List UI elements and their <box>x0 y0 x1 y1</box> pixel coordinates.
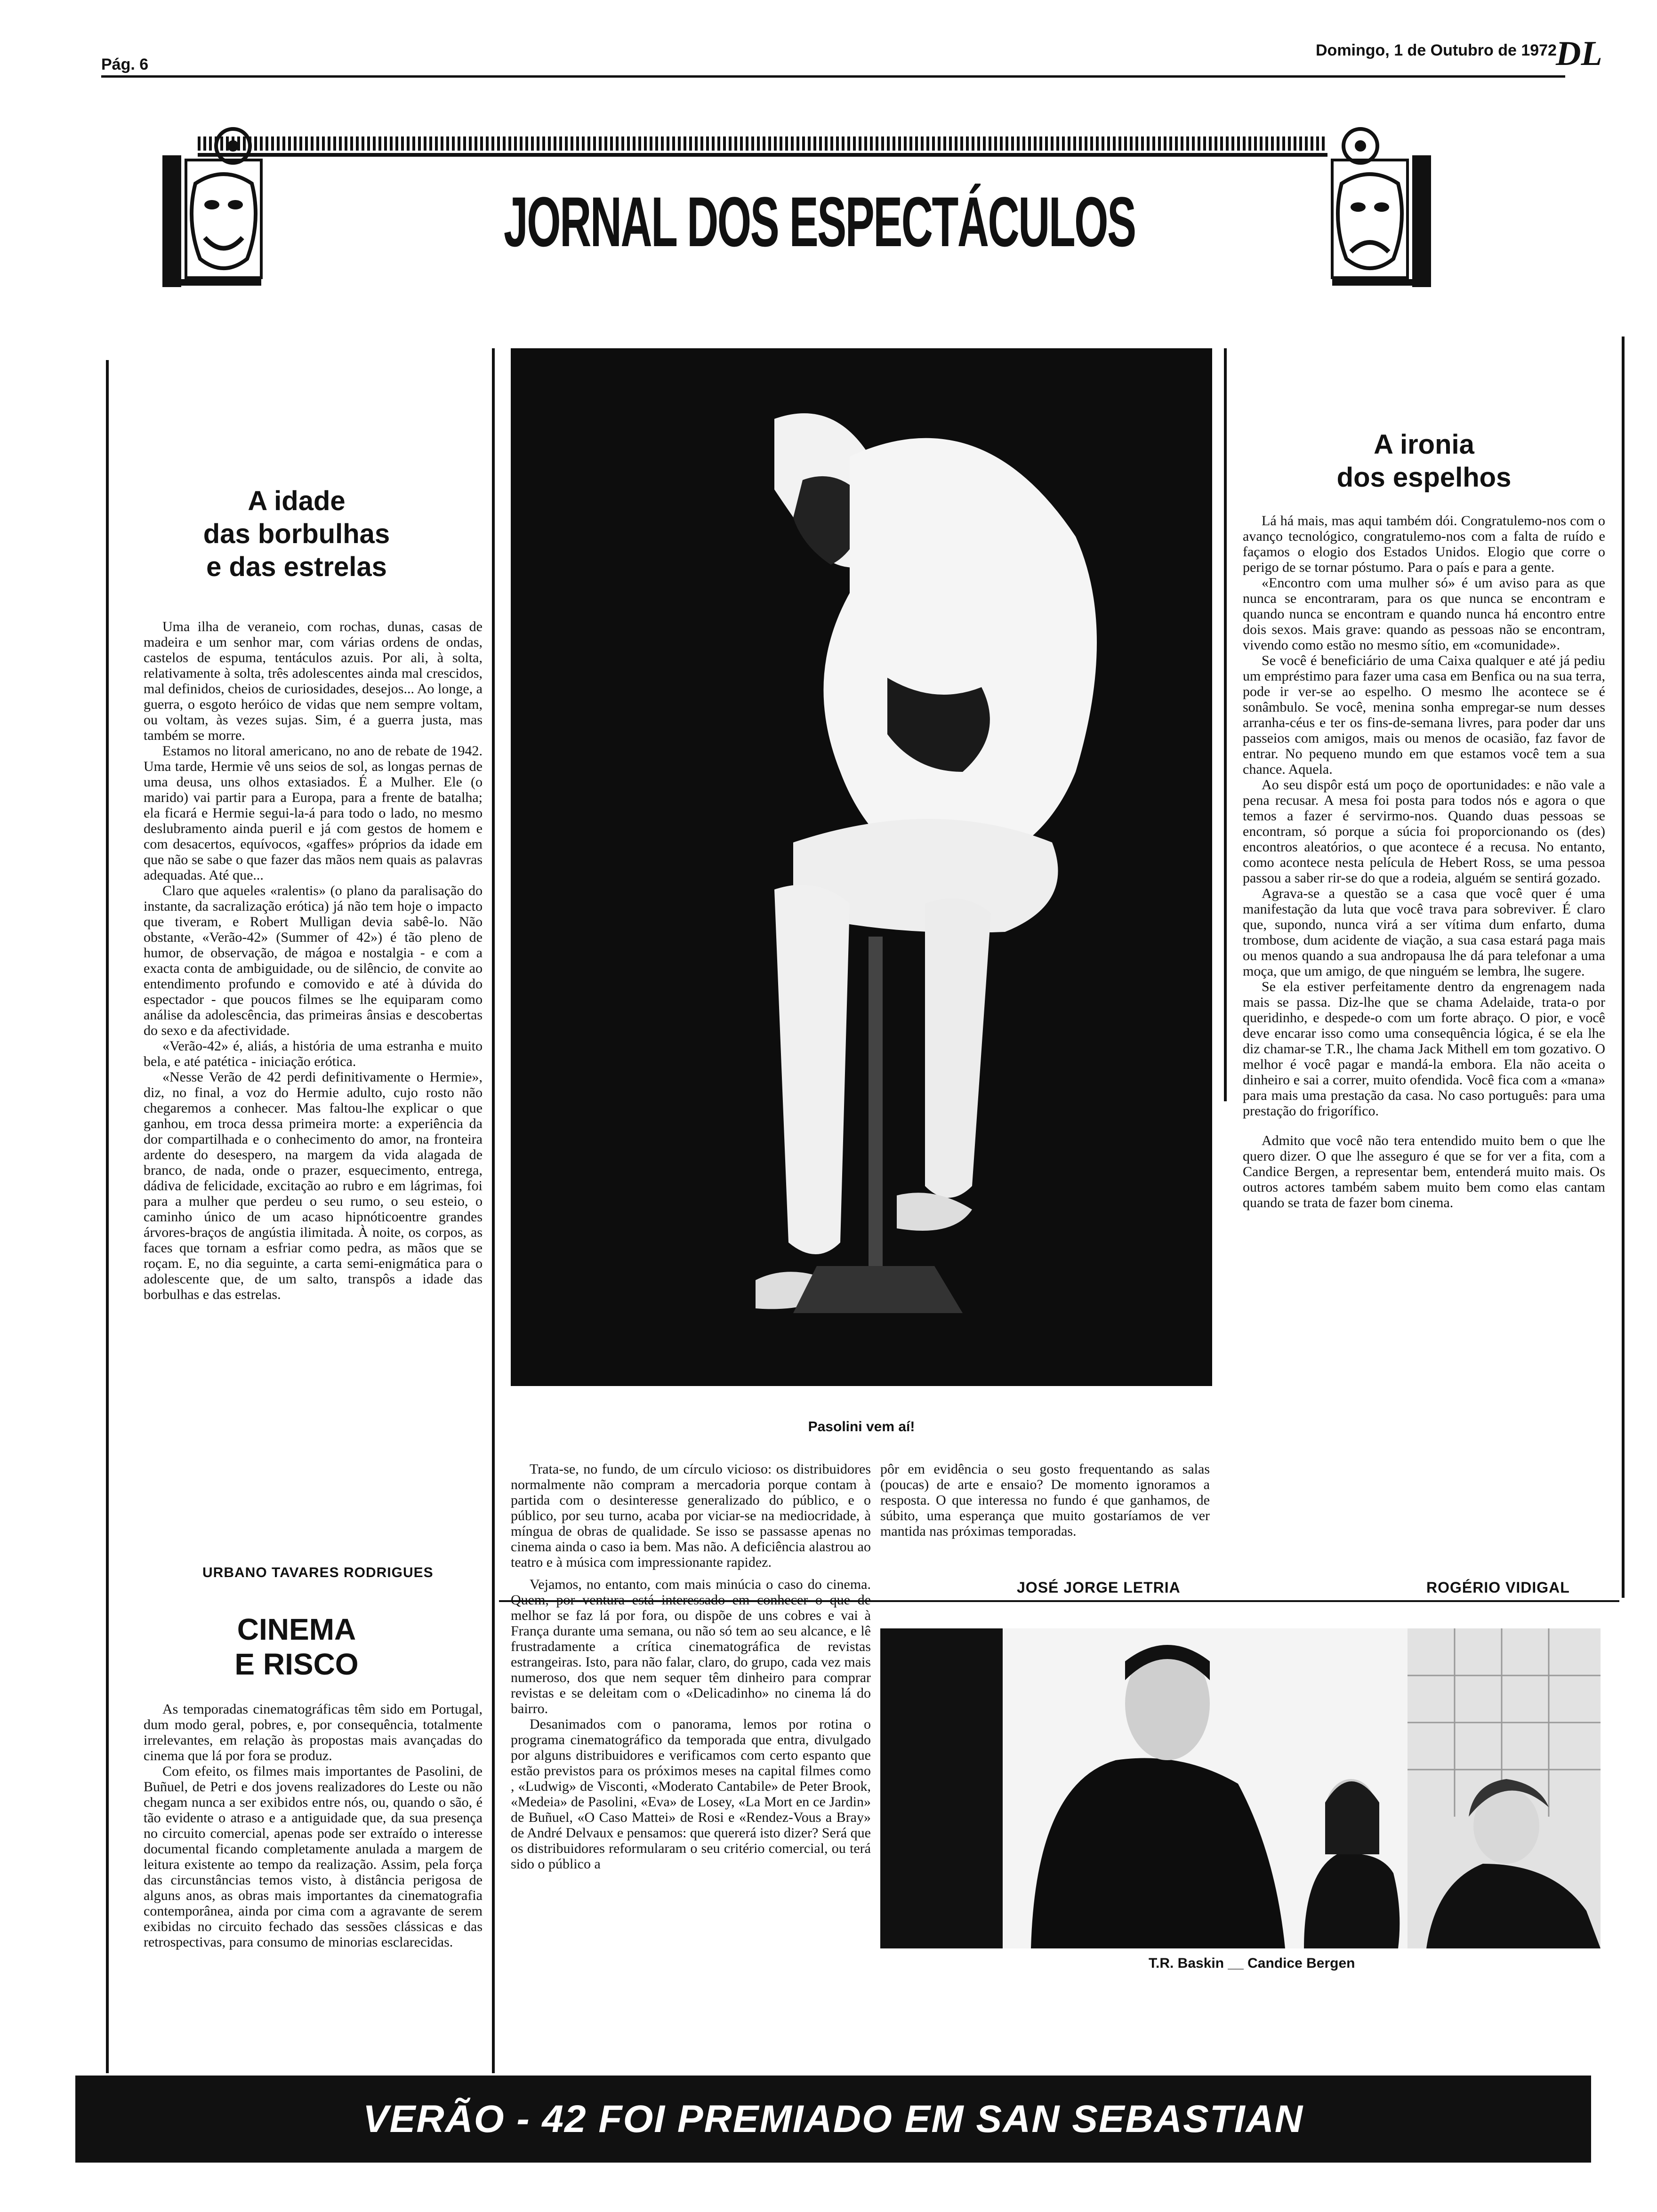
baskin-bergen-photo <box>880 1628 1601 1948</box>
paragraph: «Encontro com uma mulher só» é um aviso para as que nunca se encontraram, para os que nunca se encontram e quando nunca se encontram e quando nunca há encontro entre dois sexos. Mais grave: quando as pessoas não se encontram, vivendo como estão no mesmo sítio, em «comunidade». <box>1243 575 1605 653</box>
article-right-body <box>1243 513 1605 1210</box>
article-right-author: ROGÉRIO VIDIGAL <box>1426 1579 1570 1596</box>
tragedy-mask-icon <box>1323 127 1440 297</box>
paragraph: Trata-se, no fundo, de um círculo vicioso: os distribuidores normalmente não compram a mercadoria porque contam à partida com o desinteresse generalizado do público, e o público, por seu turno, acaba por viciar-se na mediocridade, à míngua de obras de qualidade. Se isso se passasse apenas no cinema ainda o caso ia bem. Mas não. A deficiência alastrou ao teatro e à música com impressionante rapidez. <box>511 1461 871 1570</box>
paragraph: Com efeito, os filmes mais importantes de Pasolini, de Buñuel, de Petri e dos jovens realizadores do Leste ou não chegam nunca a ser exibidos entre nós, ou, quando o são, é tão evidente o atraso e a antiguidade que, da sua presença no circuito comercial, apenas pode ser extraído o interesse documental ficando completamente anulada a margem de leitura existente ao tempo da realização. Assim, pela força das circunstâncias temos visto, à distância perigosa de alguns anos, as obras mais importantes da cinematografia contemporânea, ainda por cima com a agravante de serem exibidas no circuito fechado das sessões clássicas e das retrospectivas, para consumo de minorias esclarecidas. <box>144 1763 483 1950</box>
headline-line: das borbulhas <box>203 519 390 549</box>
headline-line: e das estrelas <box>206 552 387 582</box>
paragraph: Agrava-se a questão se a casa que você quer é uma manifestação da luta que você trava para sobreviver. É claro que, supondo, nunca virá a ser vítima dum enfarto, duma trombose, dum acidente de viação, a sua casa estará paga mais ou menos quando a sua andropausa lhe dá para telefonar a uma moça, que um amigo, de que ninguém se lembra, lhe sugere. <box>1243 886 1605 979</box>
article-right-headline <box>1238 428 1610 494</box>
column-rule-center-right <box>1224 348 1227 1101</box>
banner-border-bottom <box>198 153 1327 157</box>
article-cinema-col1 <box>144 1701 483 1950</box>
banner-border <box>198 136 1327 151</box>
paragraph: Se ela estiver perfeitamente dentro da engrenagem nada mais se passa. Diz-lhe que se chama Adelaide, trata-o por queridinho, e despede-o com um forte abraço. O pior, e você deve encarar isso como uma consequência lógica, é se ela lhe diz chamar-se T.R., lhe chama Jack Mithell em tom gozativo. O melhor é você pagar e mandá-la embora. Ela não aceita o dinheiro e sai a correr, muito ofendida. Você fica com a «mana» para mais uma prestação da casa. No caso português: para uma prestação do frigorífico. <box>1243 979 1605 1119</box>
article-cinema-author: JOSÉ JORGE LETRIA <box>1017 1579 1181 1596</box>
paragraph: Admito que você não tera entendido muito bem o que lhe quero dizer. O que lhe asseguro é que se for ver a fita, com a Candice Bergen, a representar bem, entenderá muito mais. Os outros actores também sabem muito bem como elas cantam quando se trata de fazer bom cinema. <box>1243 1133 1605 1210</box>
paragraph: «Nesse Verão de 42 perdi definitivamente o Hermie», diz, no final, a voz do Hermie adulto, cujo rosto não chegaremos a conhecer. Mas faltou-lhe explicar o que ganhou, em troca dessa primeira morte: a experiência da dor compartilhada e o conhecimento do amor, na fronteira ardente do desespero, na margem da vida alagada de branco, de nada, onde o prazer, esquecimento, entrega, dádiva de felicidade, excitação ao rubro e em lágrimas, foi para a mulher que perdeu o seu rumo, o seu esteio, o caminho único de um acaso hipnóticoentre grandes árvores-braços de angústia ilimitada. À noite, os corpos, as faces que tornam a esfriar como pedra, as mãos que se roçam. E, no dia seguinte, a carta semi-enigmática para o adolescente que, de um salto, transpôs a idade das borbulhas e das estrelas. <box>144 1069 483 1302</box>
paragraph: Ao seu dispôr está um poço de oportunidades: e não vale a pena recusar. A mesa foi posta para todos nós e agora o que temos a fazer é servirmo-nos. Quando duas pessoas se encontram, só porque a súcia foi proporcionando os (des) encontros aleatórios, o que acontece é a recusa. No entanto, como acontece nesta película de Hebert Ross, se uma pessoa passou a saber rir-se do que a rodeia, alguém se sentirá gozado. <box>1243 777 1605 886</box>
paragraph: Uma ilha de veraneio, com rochas, dunas, casas de madeira e um senhor mar, com várias ordens de ondas, castelos de espuma, tentáculos azuis. Por ali, à solta, relativamente à solta, três adolescentes ainda mal crescidos, mal definidos, cheios de curiosidades, desejos... Ao longe, a guerra, o esgoto heróico de vidas que nem sempre voltam, ou voltam, às vezes sujas. Sim, é a guerra justa, mas também se morre. <box>144 619 483 743</box>
paragraph: «Verão-42» é, aliás, a história de uma estranha e muito bela, e até patética - iniciação erótica. <box>144 1038 483 1069</box>
paragraph: Estamos no litoral americano, no ano de rebate de 1942. Uma tarde, Hermie vê uns seios de sol, as longas pernas de uma deusa, uns olhos extasiados. É a Mulher. Ele (o marido) vai partir para a Europa, para a frente de batalha; ela ficará e Hermie segui-la-á para todo o lado, no mesmo deslubramento ainda pueril e já com gestos de homem e com desacertos, equívocos, «gaffes» próprios da idade em que não se sabe o que fazer das mãos nem quais as palavras adequadas. Até que... <box>144 743 483 883</box>
column-rule-center-left <box>492 348 495 2073</box>
paragraph: Se você é beneficiário de uma Caixa qualquer e até já pediu um empréstimo para fazer uma casa em Benfica ou na sua terra, pode ir ver-se ao espelho. O mesmo lhe acontece se é sonâmbulo. Se você, menina sonha empregar-se num desses arranha-céus e ter os fins-de-semana livres, para poder dar uns passeios com amigos, mais ou menos de ocasião, faz favor de entrar. No pequeno mundo em que estamos você tem a sua chance. Aquela. <box>1243 653 1605 777</box>
headline-line: dos espelhos <box>1336 462 1512 493</box>
issue-date: Domingo, 1 de Outubro de 1972 <box>1316 41 1557 59</box>
paragraph: Vejamos, no entanto, com mais minúcia o caso do cinema. Quem, por ventura está interessado em conhecer o que de melhor se faz lá por fora, ou dispõe de uns cobres e vai à França durante uma semana, ou não só tem ao seu alcance, e lê frustradamente a crítica cinematográfica de revistas estrangeiras. Isto, para não falar, claro, do grupo, cada vez mais numeroso, dos que nem sequer têm dinheiro para comprar revistas e se deleitam com o «Delicadinho» no cinema lá do bairro. <box>511 1577 871 1716</box>
article-left-headline <box>113 485 480 584</box>
headline-line: A idade <box>248 486 346 516</box>
paragraph: pôr em evidência o seu gosto frequentando as salas (poucas) de arte e ensaio? De momento ignoramos a resposta. O que interessa no fundo é que ganhamos, de súbito, uma esperança que muito gostaríamos de ver mantida nas próximas temporadas. <box>880 1461 1210 1539</box>
article-left-author: URBANO TAVARES RODRIGUES <box>202 1565 434 1580</box>
headline-line: CINEMA <box>237 1612 356 1646</box>
column-rule-left <box>106 360 109 2073</box>
page-number: Pág. 6 <box>101 56 149 73</box>
pasolini-photo <box>511 348 1212 1386</box>
masthead-rule <box>101 75 1565 78</box>
paragraph: Lá há mais, mas aqui também dói. Congratulemo-nos com o avanço tecnológico, congratulemo-nos com a falta de ruído e façamos o elogio dos Estados Unidos. Elogio que corre o perigo de se tornar póstumo. Para o país e para a gente. <box>1243 513 1605 575</box>
baskin-bergen-caption: T.R. Baskin __ Candice Bergen <box>1149 1956 1355 1971</box>
column-rule-right <box>1622 337 1625 1598</box>
article-left-body <box>144 619 483 1302</box>
article-cinema-col3 <box>880 1461 1210 1539</box>
paragraph: As temporadas cinematográficas têm sido em Portugal, dum modo geral, pobres, e, por consequência, totalmente irrelevantes, em relação às propostas mais avançadas do cinema que lá por fora se produz. <box>144 1701 483 1763</box>
comedy-mask-icon <box>153 127 271 297</box>
paragraph: Desanimados com o panorama, lemos por rotina o programa cinematográfico da temporada que entra, divulgado por alguns distribuidores e verificamos com certo espanto que estão previstos para os próximos meses na capital filmes como , «Ludwig» de Visconti, «Moderato Cantabile» de Peter Brook, «Medeia» de Pasolini, «Eva» de Losey, «La Mort en ce Jardin» de Buñuel, «O Caso Mattei» de Rosi e «Rendez-Vous a Bray» de André Delvaux e pensamos: que quererá isto dizer? Será que os distribuidores reformularam o seu critério comercial, ou terá sido o público a <box>511 1716 871 1872</box>
article-cinema-headline <box>113 1612 480 1682</box>
section-title: JORNAL DOS ESPECTÁCULOS <box>504 182 1135 261</box>
paragraph: Claro que aqueles «ralentis» (o plano da paralisação do instante, da sacralização erótica) já não tem hoje o impacto que tiveram, e Robert Mulligan devia sabê-lo. Não obstante, «Verão-42» (Summer of 42») é tão pleno de humor, de observação, de mágoa e nostalgia - e com a exacta conta de ambiguidade, ou de silêncio, de convite ao entendimento profundo e comovido e até à dúvida do espectador - que poucos filmes se lhe equiparam como análise da adolescência, das primeiras ânsias e descobertas do sexo e da afectividade. <box>144 883 483 1038</box>
footer-banner-text: VERÃO - 42 FOI PREMIADO EM SAN SEBASTIAN <box>362 2098 1304 2140</box>
footer-banner <box>75 2076 1591 2163</box>
newspaper-logo: DL <box>1556 34 1602 73</box>
article-cinema-col2 <box>511 1461 871 1872</box>
headline-line: A ironia <box>1374 429 1474 460</box>
pasolini-photo-caption: Pasolini vem aí! <box>808 1419 915 1435</box>
headline-line: E RISCO <box>234 1647 359 1681</box>
